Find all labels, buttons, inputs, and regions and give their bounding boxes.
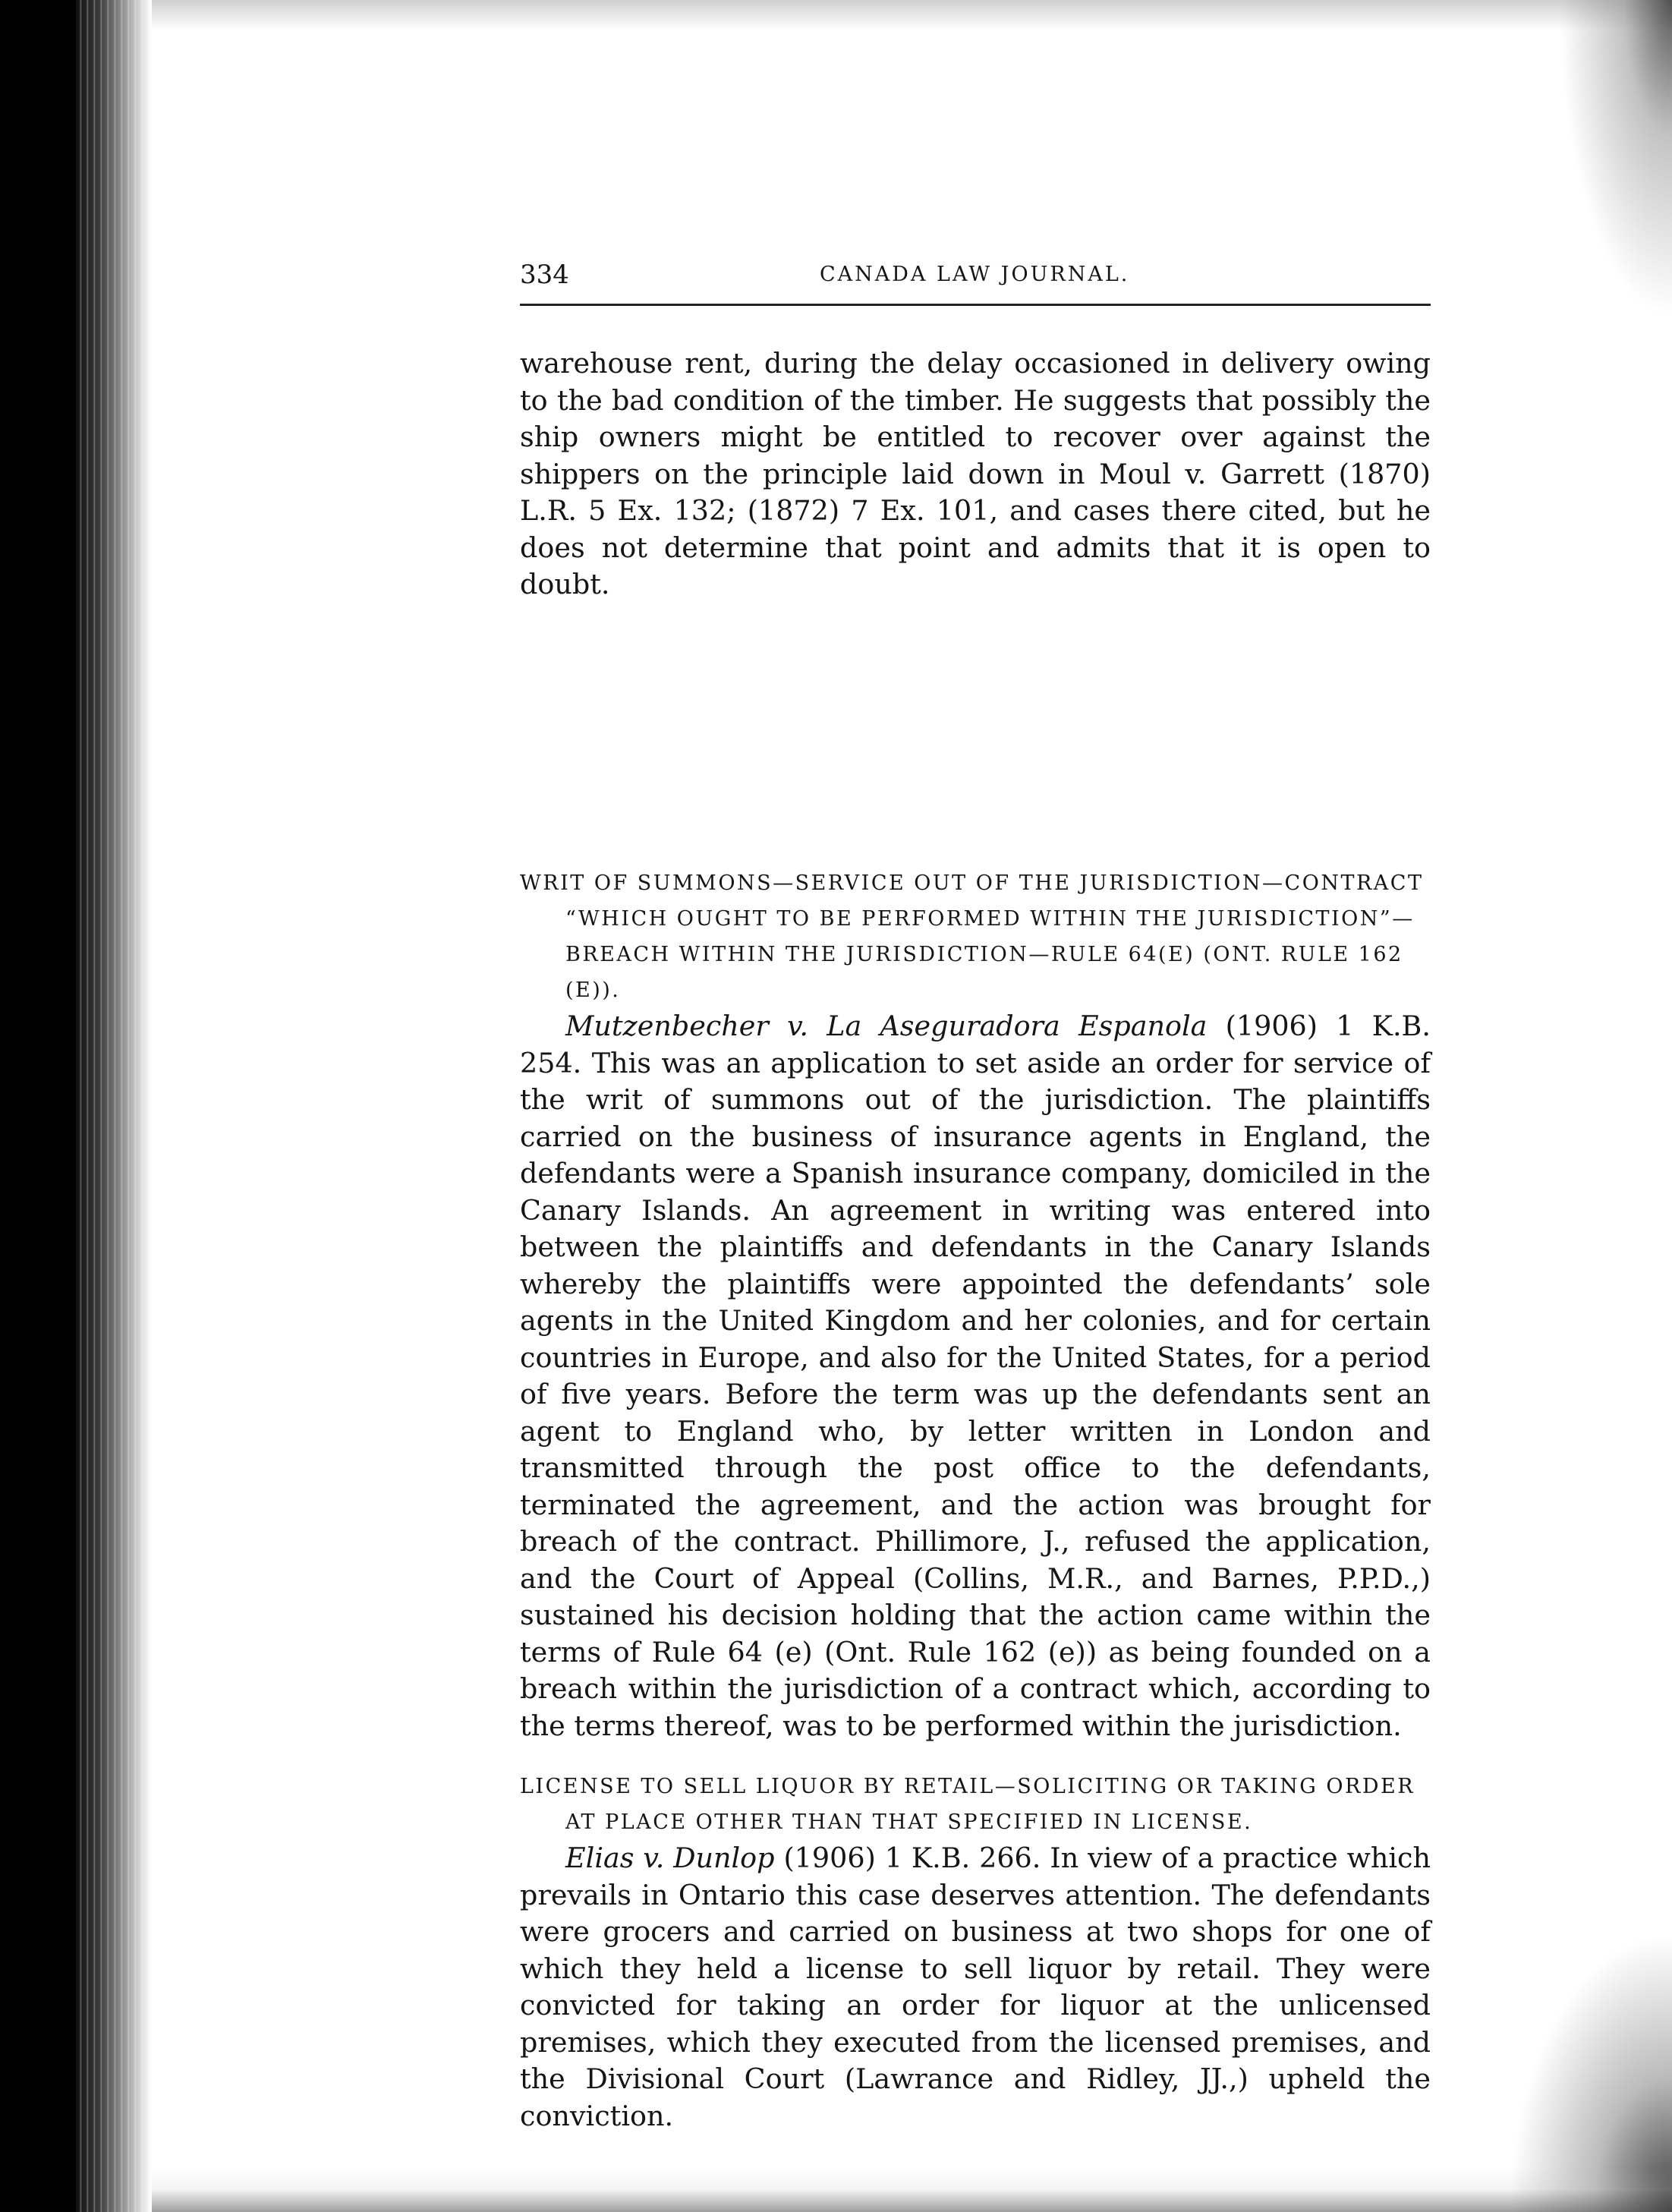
case-citation: (1906) 1 K.B. 266. xyxy=(774,1842,1041,1874)
section-continuation xyxy=(520,345,1431,603)
case-body: This was an application to set aside an order for service of the writ of summons out of the jurisdiction. The plaintiffs carried on the business of insurance agents in England, the defendants were a Spanish insurance company, domiciled in the Canary Islands. An agreement in writing was entered into between the plaintiffs and defendants in the Canary Islands whereby the plaintiffs were appointed the defendants’ sole agents in the United Kingdom and her colonies, and for certain countries in Europe, and also for the United States, for a period of five years. Before the term was up the defendants sent an agent to England who, by letter written in London and transmitted through the post office to the defendants, terminated the agreement, and the action was brought for breach of the contract. Phillimore, J., refused the application, and the Court of Appeal (Collins, M.R., and Barnes, P.P.D.,) sustained his decision holding that the action came within the terms of Rule 64 (e) (Ont. Rule 162 (e)) as being founded on a breach within the jurisdiction of a contract which, according to the terms thereof, was to be performed within the jurisdiction. xyxy=(520,1046,1431,1742)
continuation-paragraph: warehouse rent, during the delay occasioned in delivery owing to the bad condition of the timber. He suggests that possibly the ship owners might be entitled to recover over against the shippers on the principle laid down in Moul v. Garrett (1870) L.R. 5 Ex. 132; (1872) 7 Ex. 101, and cases there cited, but he does not determine that point and admits that it is open to doubt. xyxy=(520,347,1431,600)
section-liquor-license xyxy=(520,1769,1431,2135)
section-writ-of-summons xyxy=(520,865,1431,1744)
section-heading: LICENSE TO SELL LIQUOR BY RETAIL—SOLICITING OR TAKING ORDER AT PLACE OTHER THAN THAT SPECIFIED IN LICENSE. xyxy=(520,1775,1415,1834)
scan-corner-top-right xyxy=(1558,0,1672,319)
case-name: Mutzenbecher v. La Aseguradora Espanola xyxy=(565,1010,1208,1042)
case-name: Elias v. Dunlop xyxy=(565,1842,775,1874)
case-paragraph xyxy=(520,1840,1431,2135)
page-header xyxy=(520,258,1431,306)
section-heading: WRIT OF SUMMONS—SERVICE OUT OF THE JURISDICTION—CONTRACT “WHICH OUGHT TO BE PERFORMED WITHIN THE JURISDICTION”—BREACH WITHIN THE JURISDICTION—RULE 64(E) (ONT. RULE 162 (E)). xyxy=(520,871,1424,1002)
case-paragraph xyxy=(520,1008,1431,1744)
scan-top-edge xyxy=(152,0,1672,30)
case-citation: (1906) 1 K.B. 254. xyxy=(520,1010,1431,1079)
page-number: 334 xyxy=(520,260,569,290)
scan-bottom-edge xyxy=(152,2166,1672,2212)
journal-page xyxy=(520,258,1431,2132)
case-body: In view of a practice which prevails in Ontario this case deserves attention. The defendants were grocers and carried on business at two shops for one of which they held a license to sell liquor by retail. They were convicted for taking an order for liquor at the unlicensed premises, which they executed from the licensed premises, and the Divisional Court (Lawrance and Ridley, JJ.,) upheld the conviction. xyxy=(520,1842,1431,2132)
book-gutter-dark-band xyxy=(0,0,76,2212)
running-title: CANADA LAW JOURNAL. xyxy=(820,263,1130,286)
